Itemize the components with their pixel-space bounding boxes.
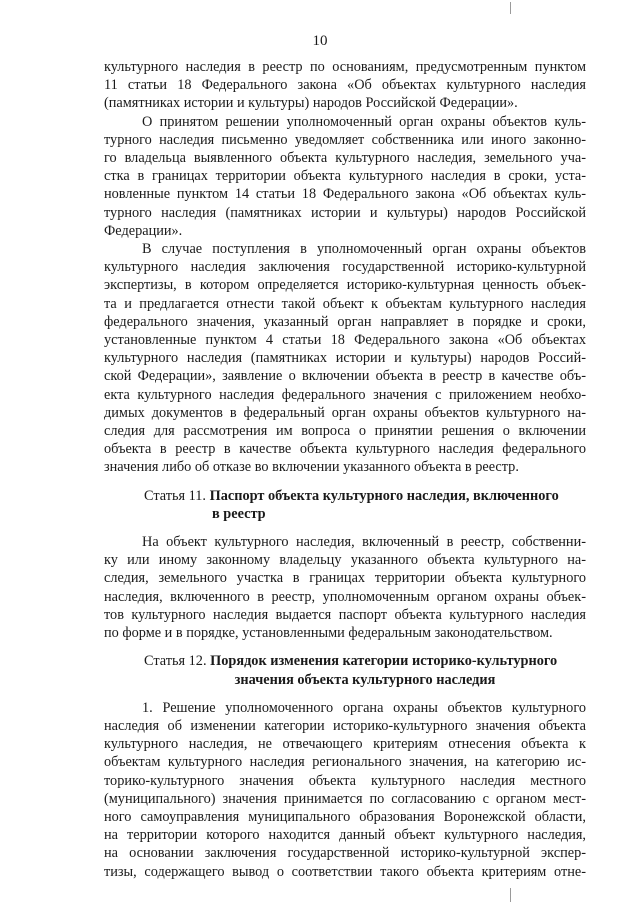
article-title-continuation: в реестр <box>212 505 266 522</box>
text-line: 11 статьи 18 Федерального закона «Об объектах культурного наследия <box>104 77 586 94</box>
text-line: следия, земельного участка в границах территории объекта культурного <box>104 570 586 587</box>
paragraph-continuation <box>104 58 586 113</box>
text-line: та и предлагается отнести такой объект к объектам культурного наследия <box>104 295 586 312</box>
text-line: 1. Решение уполномоченного органа охраны объектов культурного <box>142 699 586 716</box>
article-number: Статья 12. <box>144 653 207 670</box>
article-number: Статья 11. <box>144 487 207 504</box>
article-11-heading <box>104 487 586 523</box>
text-line: культурного наследия в реестр по основаниям, предусмотренным пунктом <box>104 59 586 75</box>
text-line: На объект культурного наследия, включенный в реестр, собственни- <box>142 534 586 551</box>
text-line: стка в границах территории объекта культурного наследия в сроки, уста- <box>104 168 586 185</box>
article-12-heading <box>104 652 586 688</box>
text-line: новленные пунктом 14 статьи 18 Федерального закона «Об объектах куль- <box>104 186 586 203</box>
text-line: ного самоуправления муниципального образования Воронежской области, <box>104 808 586 825</box>
text-line: федерального значения, указанный орган направляет в порядке и сроки, <box>104 313 586 330</box>
text-line: наследия, включенного в реестр, уполномоченным органом охраны объек- <box>104 588 586 605</box>
text-line: объекта в реестр в качестве объекта культурного наследия федерального <box>104 441 586 458</box>
text-line: экспертизы, в котором определяется историко-культурная ценность объек- <box>104 277 586 294</box>
text-line: следия для рассмотрения им вопроса о принятии решения о включении <box>104 423 586 440</box>
text-line: О принятом решении уполномоченный орган охраны объектов куль- <box>142 113 586 130</box>
text-line: объектам культурного наследия регионального значения, на категорию ис- <box>104 754 586 771</box>
text-line: екта культурного наследия федерального значения с приложением необхо- <box>104 386 586 403</box>
text-line: (памятниках истории и культуры) народов Российской Федерации». <box>104 95 518 112</box>
text-line: тов культурного наследия выдается паспорт объекта культурного наследия <box>104 606 586 623</box>
text-line: на основании заключения государственной историко-культурной экспер- <box>104 845 586 862</box>
scan-edge-mark-bottom <box>510 888 511 902</box>
page-number: 10 <box>312 33 328 49</box>
article-title-continuation: значения объекта культурного наследия <box>234 671 496 688</box>
text-line: Федерации». <box>104 222 183 239</box>
text-line: культурного наследия заключения государственной историко-культурной <box>104 259 586 276</box>
text-line: тизы, содержащего вывод о соответствии такого объекта критериям отне- <box>104 863 586 880</box>
text-line: значения либо об отказе во включении указанного объекта в реестр. <box>104 459 519 476</box>
article-title: Порядок изменения категории историко-культурного <box>210 653 558 670</box>
scan-edge-mark-top <box>510 2 511 14</box>
text-line: культурного наследия, не отвечающего критериям отнесения объекта к <box>104 736 586 753</box>
text-line: на территории которого находится данный объект культурного наследия, <box>104 827 586 844</box>
document-body <box>104 58 586 881</box>
article-title: Паспорт объекта культурного наследия, включенного <box>209 487 559 504</box>
text-line: (муниципального) значения принимается по согласованию с органом мест- <box>104 790 586 807</box>
text-line: турного наследия (памятниках истории и культуры) народов Российской <box>104 204 586 221</box>
text-line: ской Федерации», заявление о включении объекта в реестр в качестве объ- <box>104 368 586 385</box>
paragraph-notification <box>104 113 586 240</box>
text-line: В случае поступления в уполномоченный орган охраны объектов <box>142 241 586 258</box>
text-line: по форме и в порядке, установленными федеральным законодательством. <box>104 625 553 642</box>
text-line: наследия об изменении категории историко-культурного значения объекта <box>104 717 586 734</box>
paragraph-expertise <box>104 240 586 477</box>
text-line: турного наследия письменно уведомляет собственника или иного законно- <box>104 131 586 148</box>
paragraph-category-change <box>104 699 586 881</box>
text-line: го владельца выявленного объекта культурного наследия, земельного уча- <box>104 150 586 167</box>
text-line: культурного наследия (памятниках истории и культуры) народов Россий- <box>104 350 586 367</box>
text-line: установленные пунктом 4 статьи 18 Федерального закона «Об объектах <box>104 332 586 349</box>
text-line: торико-культурного значения объекта культурного наследия местного <box>104 772 586 789</box>
text-line: димых документов в федеральный орган охраны объектов культурного на- <box>104 404 586 421</box>
text-line: ку или иному законному владельцу указанного объекта культурного на- <box>104 552 586 569</box>
paragraph-passport <box>104 533 586 642</box>
